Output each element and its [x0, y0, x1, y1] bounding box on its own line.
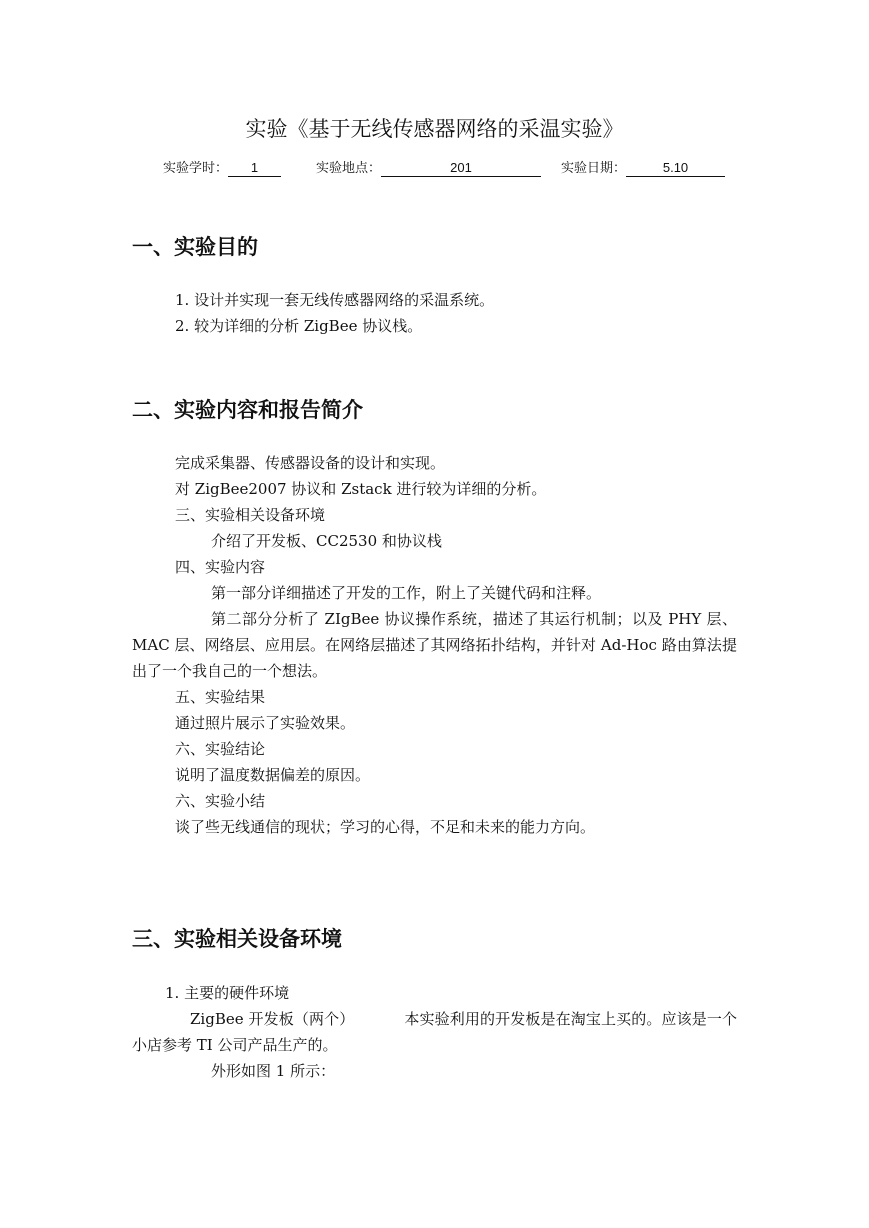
date-label: 实验日期： [561, 161, 627, 176]
date-value: 5.10 [626, 160, 725, 177]
summary-line: 五、实验结果 [175, 688, 266, 706]
summary-line: 六、实验结论 [175, 740, 266, 758]
list-item: 1. 设计并实现一套无线传感器网络的采温系统。 [175, 291, 495, 309]
figure-reference: 外形如图 1 所示： [211, 1062, 336, 1080]
place-label: 实验地点： [316, 161, 382, 176]
board-name: ZigBee 开发板（两个） [190, 1010, 355, 1028]
board-description: 本实验利用的开发板是在淘宝上买的。应该是一个小店参考 TI 公司产品生产的。 [132, 1010, 737, 1054]
summary-line: 通过照片展示了实验效果。 [175, 714, 356, 732]
document-title: 实验《基于无线传感器网络的采温实验》 [245, 117, 624, 141]
summary-line: 谈了些无线通信的现状；学习的心得，不足和未来的能力方向。 [175, 818, 596, 836]
summary-line: 完成采集器、传感器设备的设计和实现。 [175, 454, 446, 472]
summary-line: 对 ZigBee2007 协议和 Zstack 进行较为详细的分析。 [175, 480, 547, 498]
summary-line: 说明了温度数据偏差的原因。 [175, 766, 371, 784]
summary-line: 第一部分详细描述了开发的工作，附上了关键代码和注释。 [211, 584, 602, 602]
summary-line: 介绍了开发板、CC2530 和协议栈 [211, 532, 442, 550]
section3-heading: 三、实验相关设备环境 [132, 927, 342, 951]
hours-label: 实验学时： [163, 161, 229, 176]
meta-hours [163, 157, 281, 177]
place-value: 201 [381, 160, 541, 177]
summary-line: 三、实验相关设备环境 [175, 506, 326, 524]
section1-heading: 一、实验目的 [132, 235, 258, 259]
summary-paragraph: 第二部分分析了 ZIgBee 协议操作系统，描述了其运行机制；以及 PHY 层、MAC 层、网络层、应用层。在网络层描述了其网络拓扑结构，并针对 Ad-Hoc 路由算法提出了一个我自己的一个想法。 [132, 610, 737, 680]
summary-line: 四、实验内容 [175, 558, 266, 576]
list-item: 1. 主要的硬件环境 [165, 984, 290, 1002]
summary-line: 六、实验小结 [175, 792, 266, 810]
meta-date [561, 157, 725, 177]
meta-place [316, 157, 541, 177]
section2-heading: 二、实验内容和报告简介 [132, 398, 363, 422]
list-item: 2. 较为详细的分析 ZigBee 协议栈。 [175, 317, 423, 335]
hours-value: 1 [228, 160, 281, 177]
hardware-paragraph [132, 1006, 737, 1058]
